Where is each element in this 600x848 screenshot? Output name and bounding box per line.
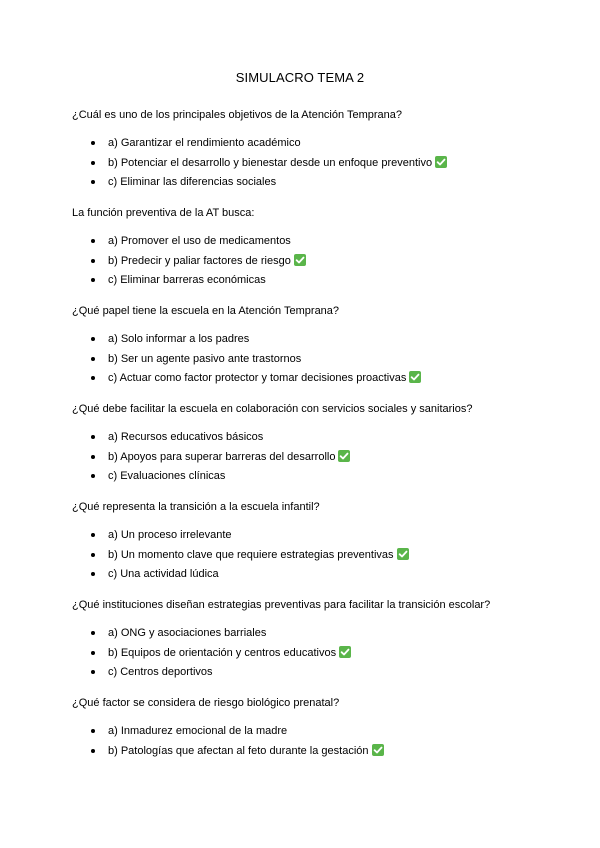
option-text: c) Eliminar las diferencias sociales bbox=[108, 176, 277, 188]
check-mark-icon bbox=[397, 548, 409, 560]
check-mark-icon bbox=[372, 744, 384, 756]
option-item bbox=[72, 646, 528, 660]
question-text: ¿Cuál es uno de los principales objetivos de la Atención Temprana? bbox=[72, 109, 402, 121]
option-item bbox=[72, 136, 528, 150]
bullet-icon bbox=[91, 572, 95, 576]
bullet-icon bbox=[91, 455, 95, 459]
bullet-icon bbox=[91, 337, 95, 341]
option-item bbox=[72, 744, 528, 758]
option-text: b) Ser un agente pasivo ante trastornos bbox=[108, 352, 302, 365]
option-text: a) Promover el uso de medicamentos bbox=[108, 235, 291, 247]
option-list bbox=[72, 136, 528, 189]
option-item bbox=[72, 371, 528, 385]
option-item bbox=[72, 626, 528, 640]
question-block bbox=[72, 108, 528, 189]
bullet-icon bbox=[91, 631, 95, 635]
option-text: c) Eliminar barreras económicas bbox=[108, 274, 266, 286]
option-list bbox=[72, 332, 528, 385]
question-text: ¿Qué instituciones diseñan estrategias preventivas para facilitar la transición escolar? bbox=[72, 599, 491, 611]
check-mark-icon bbox=[409, 371, 421, 383]
check-mark-icon bbox=[338, 450, 350, 462]
option-list bbox=[72, 234, 528, 287]
option-item bbox=[72, 234, 528, 248]
bullet-icon bbox=[91, 259, 95, 263]
option-text: c) Una actividad lúdica bbox=[108, 568, 219, 580]
option-item bbox=[72, 175, 528, 189]
question-text: ¿Qué representa la transición a la escuela infantil? bbox=[72, 501, 320, 513]
option-list bbox=[72, 528, 528, 581]
bullet-icon bbox=[91, 180, 95, 184]
option-item bbox=[72, 352, 528, 366]
option-text: b) Predecir y paliar factores de riesgo bbox=[108, 254, 291, 267]
option-text: b) Equipos de orientación y centros educativos bbox=[108, 646, 337, 659]
question-text: ¿Qué debe facilitar la escuela en colaboración con servicios sociales y sanitarios? bbox=[72, 403, 473, 415]
bullet-icon bbox=[91, 670, 95, 674]
option-item bbox=[72, 469, 528, 483]
option-text: b) Un momento clave que requiere estrategias preventivas bbox=[108, 548, 394, 561]
bullet-icon bbox=[91, 474, 95, 478]
question-block bbox=[72, 402, 528, 483]
option-item bbox=[72, 724, 528, 738]
option-item bbox=[72, 332, 528, 346]
option-text: a) Solo informar a los padres bbox=[108, 333, 250, 345]
question-text: ¿Qué factor se considera de riesgo biológico prenatal? bbox=[72, 697, 340, 709]
option-item bbox=[72, 156, 528, 170]
bullet-icon bbox=[91, 141, 95, 145]
option-item bbox=[72, 665, 528, 679]
bullet-icon bbox=[91, 553, 95, 557]
question-text: La función preventiva de la AT busca: bbox=[72, 207, 255, 219]
option-text: c) Actuar como factor protector y tomar decisiones proactivas bbox=[108, 372, 407, 384]
option-list bbox=[72, 430, 528, 483]
option-list bbox=[72, 724, 528, 758]
check-mark-icon bbox=[435, 156, 447, 168]
bullet-icon bbox=[91, 278, 95, 282]
bullet-icon bbox=[91, 376, 95, 380]
question-block bbox=[72, 500, 528, 581]
page-title: SIMULACRO TEMA 2 bbox=[235, 70, 365, 85]
question-block bbox=[72, 598, 528, 679]
option-item bbox=[72, 528, 528, 542]
option-text: c) Evaluaciones clínicas bbox=[108, 470, 226, 482]
option-text: a) Inmadurez emocional de la madre bbox=[108, 725, 288, 737]
option-text: b) Apoyos para superar barreras del desarrollo bbox=[108, 450, 336, 463]
question-list bbox=[72, 108, 528, 758]
question-block bbox=[72, 304, 528, 385]
bullet-icon bbox=[91, 533, 95, 537]
question-block bbox=[72, 206, 528, 287]
bullet-icon bbox=[91, 651, 95, 655]
bullet-icon bbox=[91, 357, 95, 361]
bullet-icon bbox=[91, 161, 95, 165]
option-list bbox=[72, 626, 528, 679]
option-item bbox=[72, 450, 528, 464]
option-text: b) Potenciar el desarrollo y bienestar desde un enfoque preventivo bbox=[108, 156, 433, 169]
bullet-icon bbox=[91, 749, 95, 753]
bullet-icon bbox=[91, 435, 95, 439]
option-item bbox=[72, 273, 528, 287]
option-text: b) Patologías que afectan al feto durante la gestación bbox=[108, 744, 369, 757]
option-item bbox=[72, 254, 528, 268]
option-text: a) Garantizar el rendimiento académico bbox=[108, 137, 301, 149]
option-text: a) Un proceso irrelevante bbox=[108, 529, 232, 541]
bullet-icon bbox=[91, 239, 95, 243]
question-text: ¿Qué papel tiene la escuela en la Atención Temprana? bbox=[72, 305, 340, 317]
option-item bbox=[72, 567, 528, 581]
check-mark-icon bbox=[339, 646, 351, 658]
option-text: c) Centros deportivos bbox=[108, 666, 213, 678]
question-block bbox=[72, 696, 528, 758]
option-item bbox=[72, 548, 528, 562]
option-item bbox=[72, 430, 528, 444]
check-mark-icon bbox=[294, 254, 306, 266]
option-text: a) ONG y asociaciones barriales bbox=[108, 627, 267, 639]
bullet-icon bbox=[91, 729, 95, 733]
option-text: a) Recursos educativos básicos bbox=[108, 431, 264, 443]
